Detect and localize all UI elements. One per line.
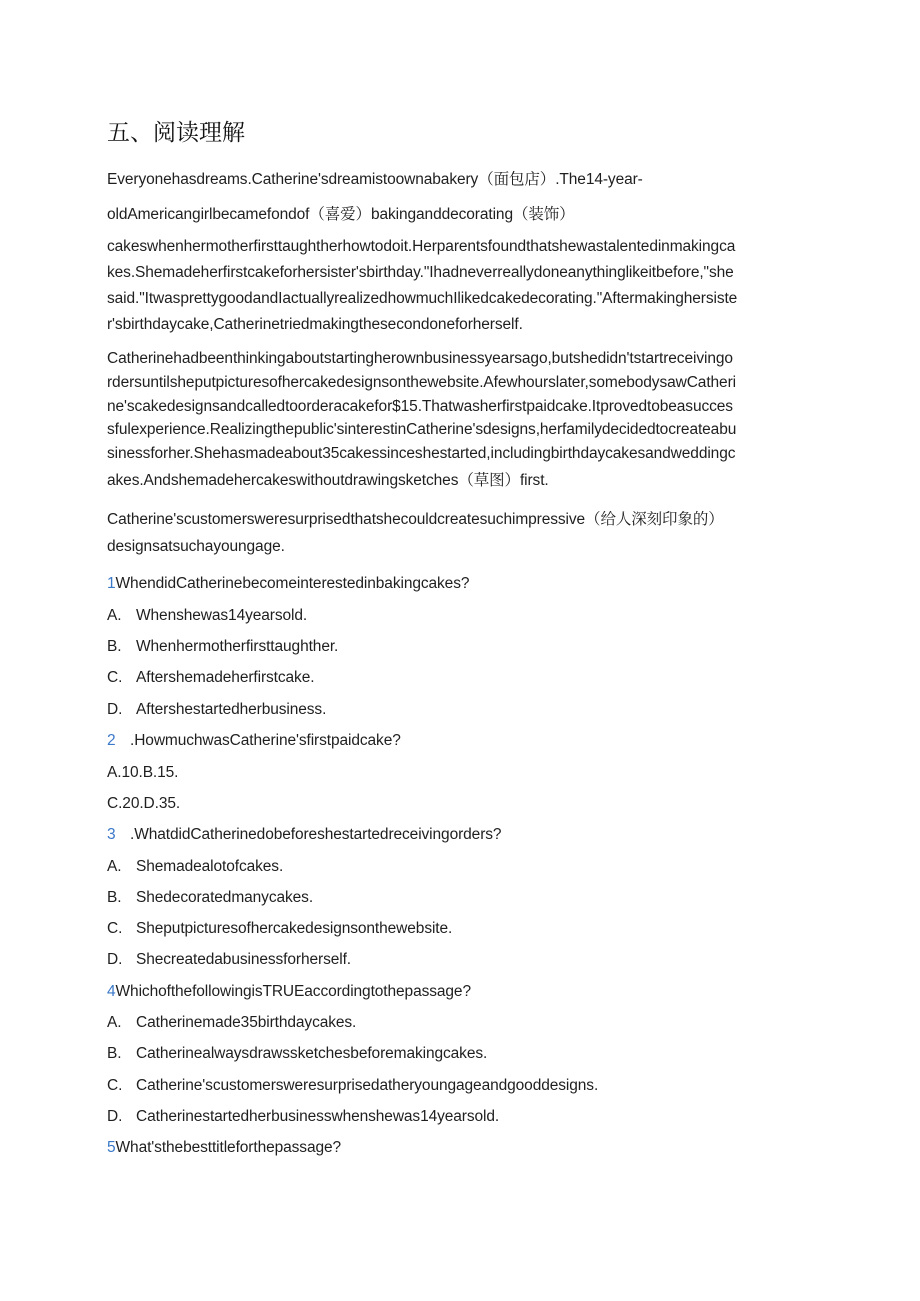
- question-text: What'sthebesttitleforthepassage?: [115, 1139, 342, 1156]
- passage-line: cakeswhenhermotherfirsttaughtherhowtodoit.Herparentsfoundthatshewastalentedinmakingca: [107, 238, 736, 255]
- question-2: [107, 731, 401, 751]
- option-text: Whenhermotherfirsttaughther.: [136, 638, 339, 655]
- option-3d[interactable]: [107, 950, 351, 970]
- option-letter: C.: [107, 920, 123, 937]
- option-letter: D.: [107, 1108, 123, 1125]
- passage-line: sinessforher.Shehasmadeabout35cakessinceshestarted,includingbirthdaycakesandweddingc: [107, 445, 736, 462]
- passage-line: ne'scakedesignsandcalledtoorderacakefor$15.Thatwasherfirstpaidcake.Itprovedtobeasucces: [107, 398, 733, 415]
- option-text: Catherine'scustomersweresurprisedatheryoungageandgooddesigns.: [136, 1077, 599, 1094]
- option-text: Shemadealotofcakes.: [136, 858, 284, 875]
- option-4a[interactable]: [107, 1013, 356, 1033]
- passage-line: said."ItwasprettygoodandIactuallyrealizedhowmuchIlikedcakedecorating."Aftermakinghersiste: [107, 290, 738, 307]
- option-text: Shecreatedabusinessforherself.: [136, 951, 351, 968]
- question-number: 2: [107, 732, 116, 749]
- passage-line: Everyonehasdreams.Catherine'sdreamistoownabakery（面包店）.The14-year-: [107, 171, 643, 188]
- option-letter: A.: [107, 858, 122, 875]
- option-1a[interactable]: [107, 606, 307, 626]
- option-text: Catherinestartedherbusinesswhenshewas14yearsold.: [136, 1108, 500, 1125]
- option-text: Sheputpicturesofhercakedesignsonthewebsite.: [136, 920, 453, 937]
- option-text: Shedecoratedmanycakes.: [136, 889, 314, 906]
- option-letter: A.: [107, 607, 122, 624]
- option-letter: C.: [107, 1077, 123, 1094]
- option-4c[interactable]: [107, 1076, 598, 1096]
- question-4: [107, 982, 471, 1002]
- option-text: Aftershestartedherbusiness.: [136, 701, 327, 718]
- passage-line: oldAmericangirlbecamefondof（喜爱）bakinganddecorating（装饰）: [107, 206, 575, 223]
- question-text: .HowmuchwasCatherine'sfirstpaidcake?: [130, 732, 401, 749]
- option-4d[interactable]: [107, 1107, 499, 1127]
- question-text: WhendidCatherinebecomeinterestedinbakingcakes?: [115, 575, 470, 592]
- option-3b[interactable]: [107, 888, 313, 908]
- option-1c[interactable]: [107, 668, 314, 688]
- passage-line: Catherine'scustomersweresurprisedthatshecouldcreatesuchimpressive（给人深刻印象的）: [107, 511, 724, 528]
- question-3: [107, 825, 501, 845]
- passage-line: akes.Andshemadehercakeswithoutdrawingsketches（草图）first.: [107, 472, 549, 489]
- question-number: 4: [107, 983, 116, 1000]
- section-title: 五、阅读理解: [107, 120, 245, 146]
- option-letter: A.: [107, 1014, 122, 1031]
- passage-line: rdersuntilsheputpicturesofhercakedesignsonthewebsite.Afewhourslater,somebodysawCatheri: [107, 374, 736, 391]
- question-1: [107, 574, 469, 594]
- question-number: 5: [107, 1139, 116, 1156]
- passage-line: Catherinehadbeenthinkingaboutstartingherownbusinessyearsago,butshedidn'tstartreceivingo: [107, 350, 733, 367]
- option-letter: D.: [107, 701, 123, 718]
- option-1d[interactable]: [107, 700, 326, 720]
- option-letter: D.: [107, 951, 123, 968]
- passage-line: designsatsuchayoungage.: [107, 538, 285, 555]
- passage-line: sfulexperience.Realizingthepublic'sinterestinCatherine'sdesigns,herfamilydecidedtocreateabu: [107, 421, 737, 438]
- question-5: [107, 1138, 341, 1158]
- option-4b[interactable]: [107, 1044, 487, 1064]
- option-text: Catherinemade35birthdaycakes.: [136, 1014, 357, 1031]
- options-line[interactable]: A.10.B.15.: [107, 764, 179, 781]
- option-letter: B.: [107, 1045, 122, 1062]
- option-1b[interactable]: [107, 637, 338, 657]
- passage-line: kes.Shemadeherfirstcakeforhersister'sbirthday."Ihadneverreallydoneanythinglikeitbefore,"she: [107, 264, 734, 281]
- question-number: 1: [107, 575, 116, 592]
- option-text: Whenshewas14yearsold.: [136, 607, 308, 624]
- options-line[interactable]: C.20.D.35.: [107, 795, 181, 812]
- option-text: Aftershemadeherfirstcake.: [136, 669, 315, 686]
- option-letter: C.: [107, 669, 123, 686]
- option-3a[interactable]: [107, 857, 283, 877]
- question-text: WhichofthefollowingisTRUEaccordingtothepassage?: [115, 983, 471, 1000]
- question-text: .WhatdidCatherinedobeforeshestartedreceivingorders?: [130, 826, 502, 843]
- option-3c[interactable]: [107, 919, 452, 939]
- option-letter: B.: [107, 889, 122, 906]
- option-letter: B.: [107, 638, 122, 655]
- option-text: Catherinealwaysdrawssketchesbeforemakingcakes.: [136, 1045, 488, 1062]
- question-number: 3: [107, 826, 116, 843]
- passage-line: r'sbirthdaycake,Catherinetriedmakingthesecondoneforherself.: [107, 316, 523, 333]
